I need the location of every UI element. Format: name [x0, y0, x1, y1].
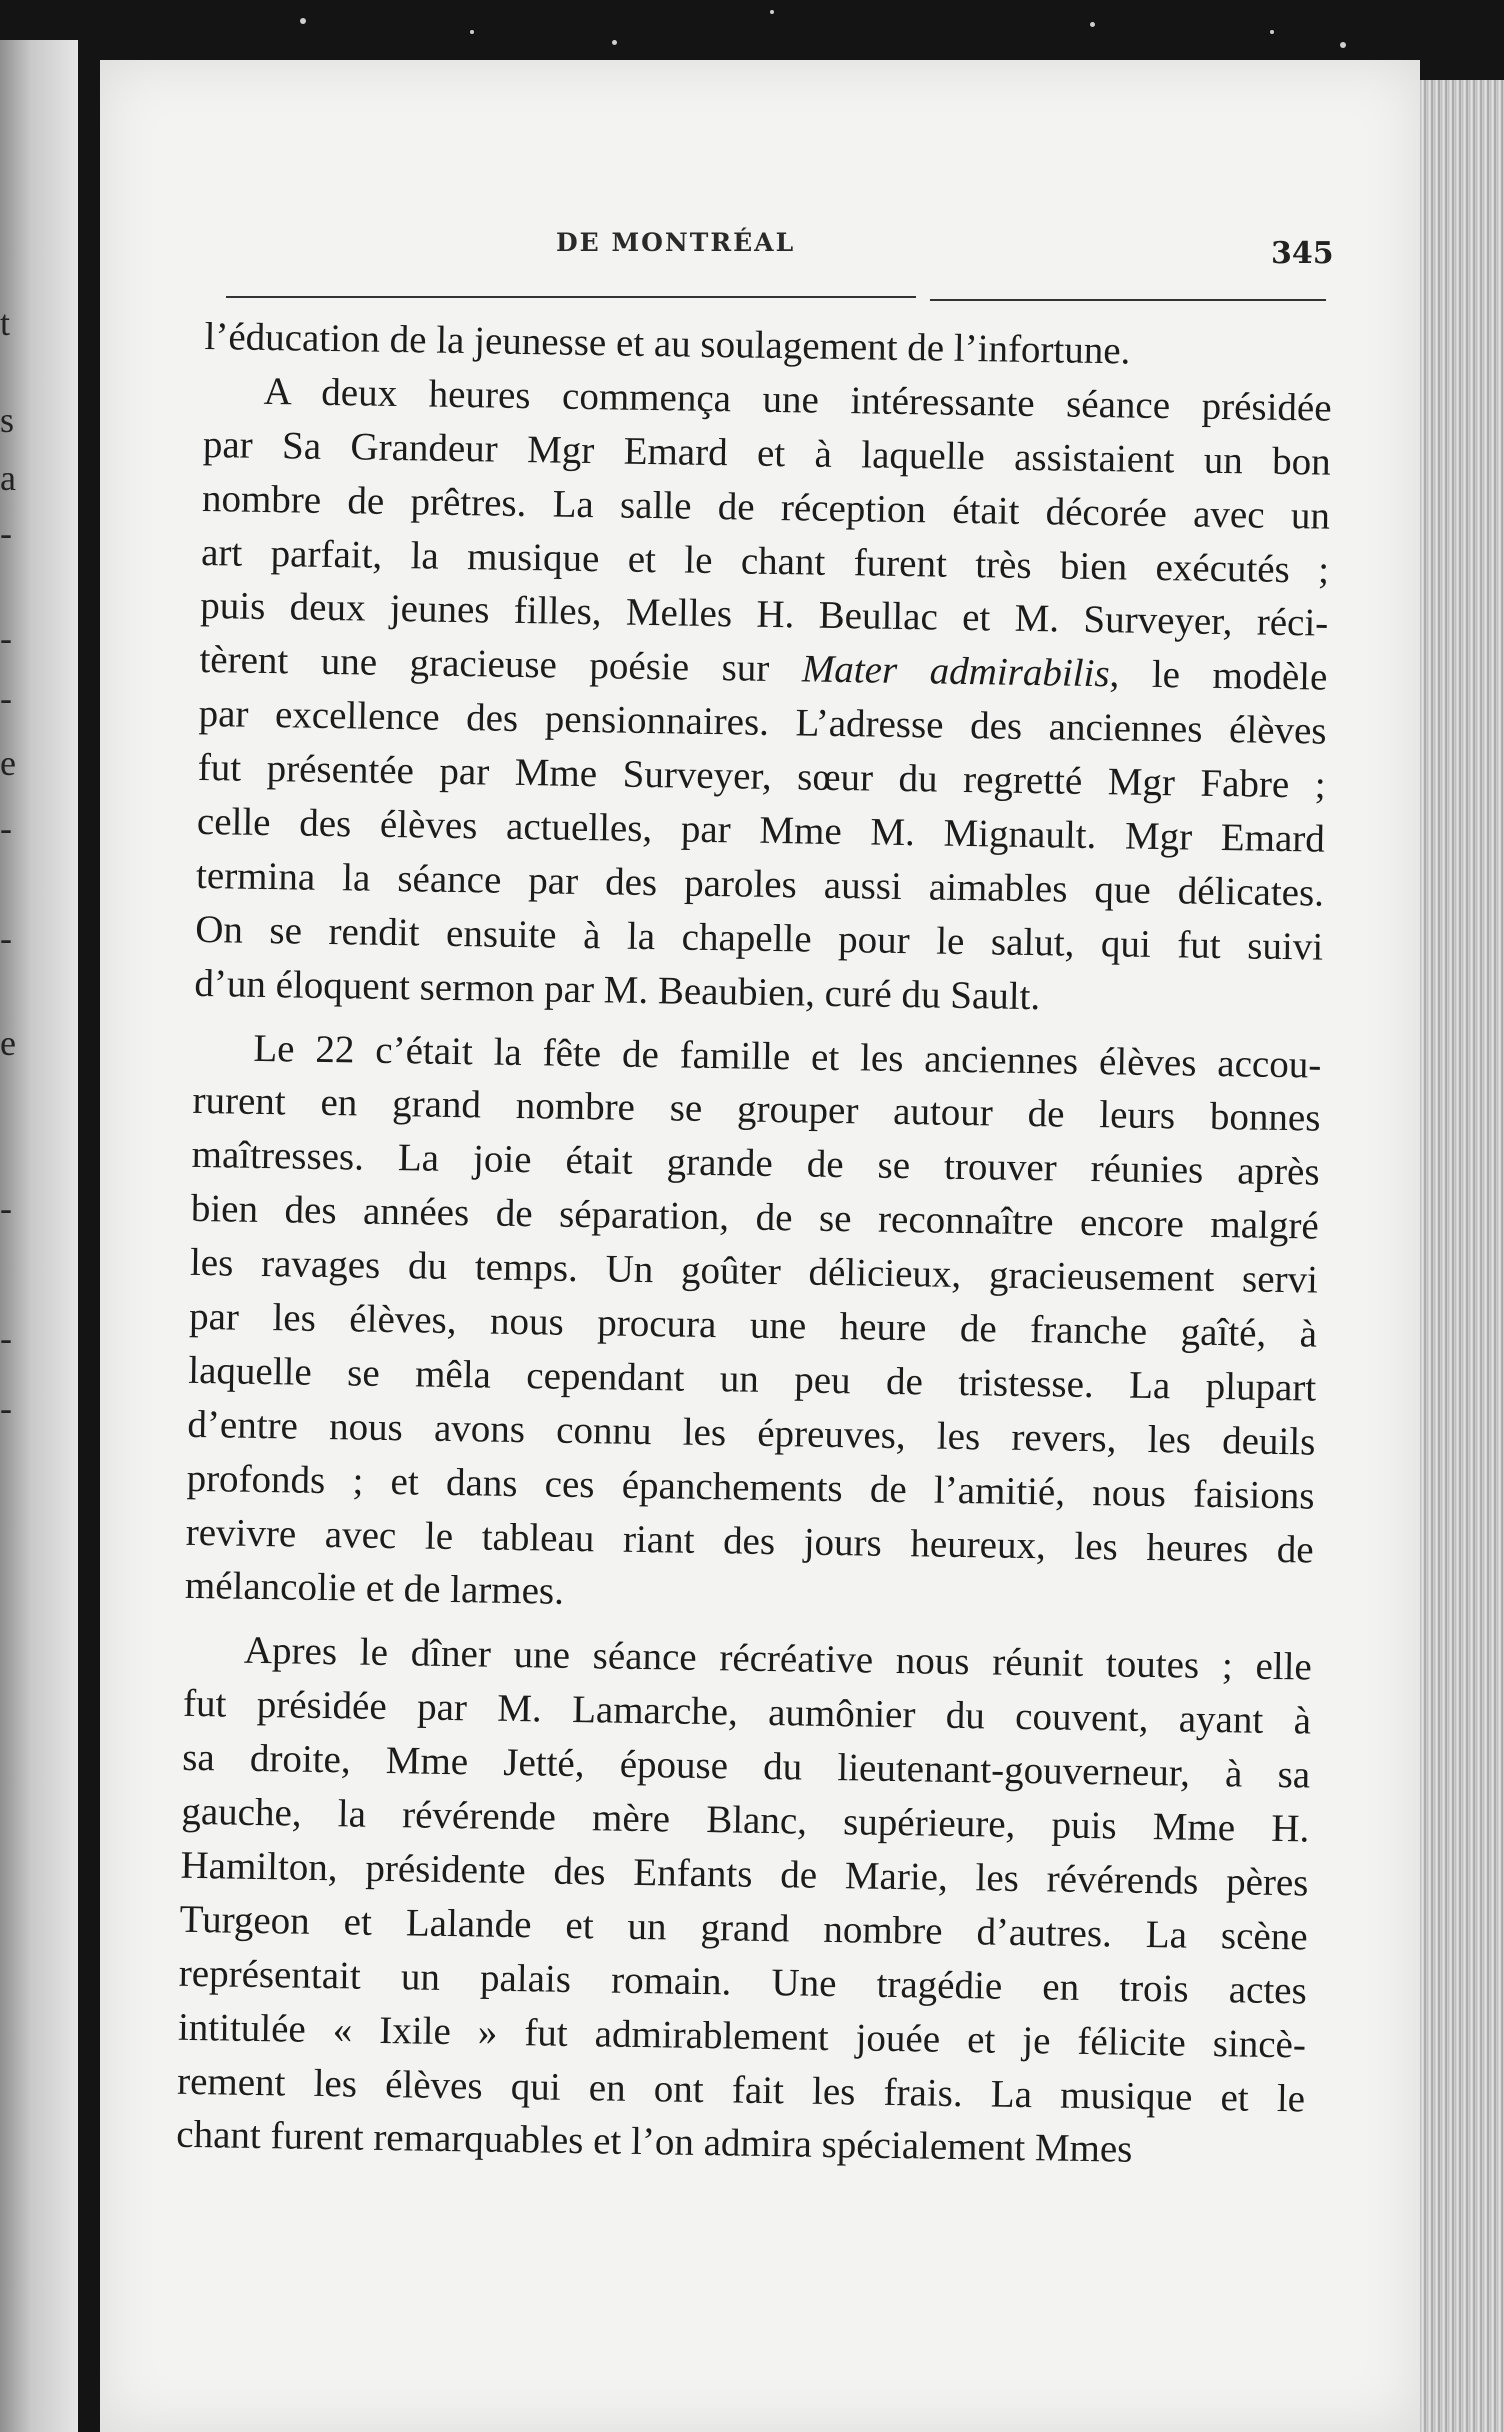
body-text [176, 310, 1333, 2180]
edge-char: - [0, 513, 12, 553]
text-line: les ravages du temps. Un goûter délicieux, gracieusement servi [189, 1241, 1319, 1302]
text-line: puis deux jeunes filles, Melles H. Beullac et M. Surveyer, réci- [200, 584, 1329, 646]
edge-char: - [0, 918, 12, 958]
edge-char: - [0, 1388, 12, 1428]
stacked-page-edges [1420, 80, 1504, 2432]
text-line: par excellence des pensionnaires. L’adresse des anciennes élèves [198, 692, 1327, 753]
previous-page-edge [0, 40, 78, 2432]
edge-char: e [0, 1023, 16, 1063]
text-line: A deux heures commença une intéressante séance présidée [263, 369, 1332, 430]
text-line: Turgeon et Lalande et un grand nombre d’autres. La scène [179, 1897, 1308, 1959]
text-line: tèrent une gracieuse poésie sur Mater admirabilis, le modèle [199, 638, 1328, 700]
edge-char: t [0, 303, 11, 343]
text-line: gauche, la révérende mère Blanc, supérieure, puis Mme H. [181, 1789, 1310, 1851]
edge-char: - [0, 1188, 12, 1228]
text-line: Le 22 c’était la fête de famille et les anciennes élèves accou- [253, 1026, 1322, 1087]
text-line: art parfait, la musique et le chant furent très bien exécutés ; [200, 530, 1330, 592]
text-line: par Sa Grandeur Mgr Emard et à laquelle assistaient un bon [202, 422, 1332, 484]
text-line: revivre avec le tableau riant des jours heureux, les heures de [185, 1510, 1315, 1572]
text-line: fut présentée par Mme Surveyer, sœur du regretté Mgr Fabre ; [197, 746, 1327, 807]
text-line: l’éducation de la jeunesse et au soulagement de l’infortune. [204, 314, 1131, 373]
text-line: On se rendit ensuite à la chapelle pour le salut, qui fut suivi [194, 907, 1324, 969]
edge-char: - [0, 1318, 12, 1358]
text-line: d’un éloquent sermon par M. Beaubien, curé du Sault. [194, 961, 1041, 1018]
edge-char: s [0, 400, 15, 440]
text-line: rurent en grand nombre se grouper autour de leurs bonnes [192, 1079, 1321, 1141]
text-line: d’entre nous avons connu les épreuves, les revers, les deuils [187, 1402, 1316, 1464]
text-line: par les élèves, nous procura une heure de franche gaîté, à [188, 1294, 1318, 1356]
header-rule [930, 299, 1326, 301]
edge-char: e [0, 743, 16, 783]
edge-char: - [0, 808, 12, 848]
text-line: nombre de prêtres. La salle de réception était décorée avec un [201, 476, 1331, 538]
text-line: représentait un palais romain. Une tragédie en trois actes [178, 1951, 1308, 2013]
text-line: bien des années de séparation, de se reconnaître encore malgré [190, 1187, 1320, 1248]
running-title: DE MONTRÉAL [556, 228, 796, 257]
edge-char: - [0, 618, 12, 658]
text-line: sa droite, Mme Jetté, épouse du lieutenant-gouverneur, à sa [181, 1735, 1311, 1797]
header-rule [226, 296, 916, 298]
edge-char: - [0, 678, 12, 718]
text-line: intitulée « Ixile » fut admirablement jouée et je félicite sincè- [177, 2005, 1307, 2067]
text-line: Hamilton, présidente des Enfants de Marie, les révérends pères [180, 1843, 1309, 1905]
text-line: mélancolie et de larmes. [184, 1564, 565, 1614]
text-line: fut présidée par M. Lamarche, aumônier du couvent, ayant à [182, 1682, 1312, 1743]
text-line: laquelle se mêla cependant un peu de tristesse. La plupart [188, 1348, 1317, 1410]
text-line: maîtresses. La joie était grande de se trouver réunies après [191, 1133, 1320, 1194]
text-line: celle des élèves actuelles, par Mme M. Mignault. Mgr Emard [196, 799, 1326, 861]
edge-char: a [0, 458, 16, 498]
text-line: chant furent remarquables et l’on admira spécialement Mmes [175, 2113, 1133, 2172]
page-number: 345 [1271, 236, 1334, 271]
text-line: rement les élèves qui en ont fait les frais. La musique et le [176, 2059, 1306, 2120]
text-line: profonds ; et dans ces épanchements de l’amitié, nous faisions [186, 1456, 1315, 1518]
text-line: Apres le dîner une séance récréative nous réunit toutes ; elle [243, 1629, 1313, 1689]
text-line: termina la séance par des paroles aussi aimables que délicates. [195, 853, 1325, 915]
